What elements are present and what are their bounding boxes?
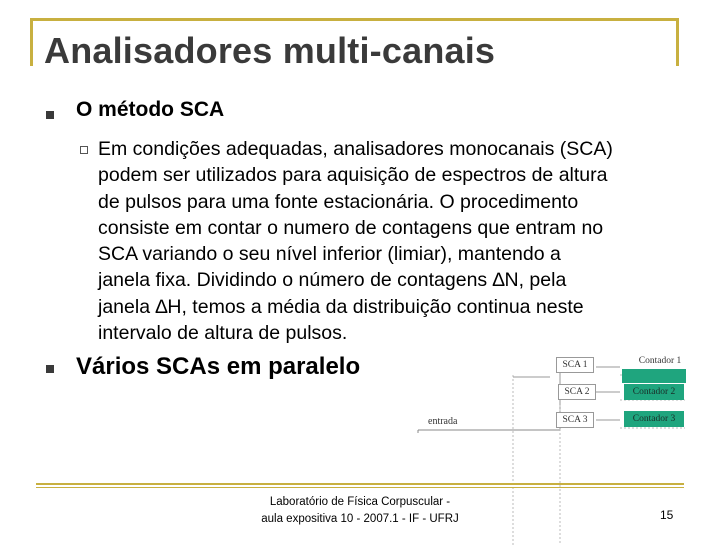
paragraph-line: Em condições adequadas, analisadores monocanais (SCA) [98,138,613,160]
paragraph-line: consiste em contar o numero de contagens que entram no [98,216,604,239]
title-frame-left [30,18,33,66]
sca-1-box: SCA 1 [556,357,594,373]
sub-bullet-marker [80,146,88,154]
footer-text [240,494,480,528]
sca-3-box: SCA 3 [556,412,594,428]
footer-line-1: Laboratório de Física Corpuscular - [269,496,451,508]
bullet-heading-2: Vários SCAs em paralelo [76,353,361,380]
paragraph-line: de pulsos para uma fonte estacionária. O procedimento [98,190,579,213]
counter-1-box: Contador 1 [630,353,690,369]
counter-2-box: Contador 2 [624,384,684,400]
slide-title: Analisadores multi-canais [44,30,496,71]
page-number: 15 [660,508,674,522]
bullet-marker-2 [46,365,54,373]
bullet-heading-1: O método SCA [76,98,225,121]
footer-line-2: aula expositiva 10 - 2007.1 - IF - UFRJ [261,513,459,525]
title-frame-top [30,18,678,21]
paragraph-line: podem ser utilizados para aquisição de espectros de altura [98,164,608,187]
bullet-marker-1 [46,111,54,119]
input-label: entrada [428,416,458,427]
paragraph-line: janela fixa. Dividindo o número de contagens ∆N, pela [98,269,567,292]
counter-1-fill [622,369,686,383]
title-frame-right [676,18,679,66]
paragraph-line: SCA variando o seu nível inferior (limiar), mantendo a [98,243,561,266]
paragraph-line: intervalo de altura de pulsos. [98,322,348,345]
sub-bullet-paragraph [98,136,694,346]
footer-rule-top [36,483,684,485]
sca-2-box: SCA 2 [558,384,596,400]
counter-3-box: Contador 3 [624,411,684,427]
paragraph-line: janela ∆H, temos a média da distribuição continua neste [98,295,584,318]
footer-rule-bottom [36,487,684,488]
